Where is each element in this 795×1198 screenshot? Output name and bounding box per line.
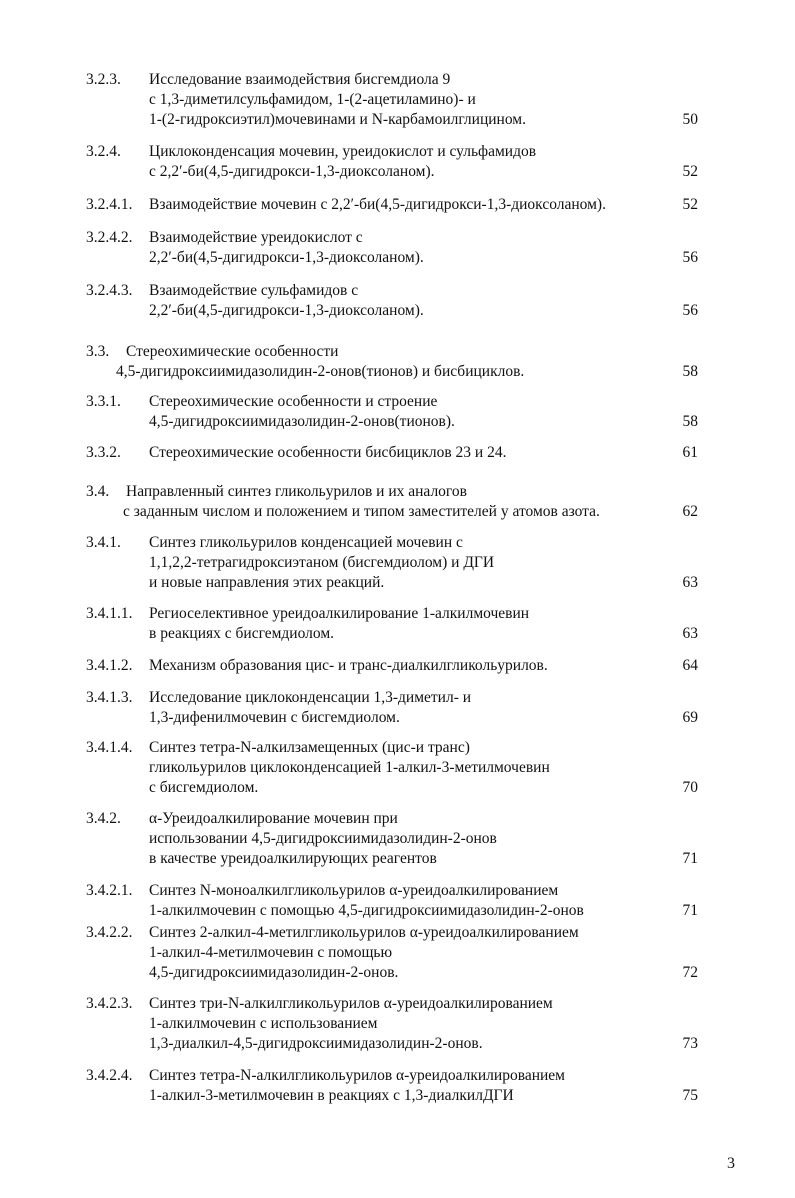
section-title bbox=[123, 482, 698, 522]
toc-entry bbox=[86, 281, 698, 321]
section-number: 3.4.2.4. bbox=[86, 1067, 133, 1084]
title-line: Взаимодействие сульфамидов с bbox=[149, 282, 359, 299]
title-line: 1-алкил-4-метилмочевин с помощью bbox=[149, 944, 393, 961]
title-line: Синтез гликольурилов конденсацией мочевин с bbox=[149, 534, 463, 551]
toc-entry bbox=[86, 142, 698, 182]
page-ref: 58 bbox=[682, 413, 698, 430]
title-line: с бисгемдиолом. bbox=[149, 779, 259, 796]
page-ref: 72 bbox=[682, 964, 698, 981]
title-line: с 1,3-диметилсульфамидом, 1-(2-ацетиламино)- и bbox=[149, 91, 476, 108]
section-title bbox=[149, 70, 698, 130]
toc-entry bbox=[86, 923, 698, 983]
title-line: Стереохимические особенности бисбициклов 23 и 24. bbox=[149, 444, 507, 461]
section-number: 3.3.1. bbox=[86, 393, 121, 410]
title-line: 4,5-дигидроксиимидазолидин-2-онов(тионов) и бисбициклов. bbox=[116, 363, 525, 380]
page-ref: 50 bbox=[682, 111, 698, 128]
section-number: 3.4.1.1. bbox=[86, 605, 133, 622]
section-title bbox=[149, 881, 698, 921]
title-line: и новые направления этих реакций. bbox=[149, 574, 385, 591]
title-line: 2,2′-би(4,5-дигидрокси-1,3-диоксоланом). bbox=[149, 302, 424, 319]
section-number: 3.4. bbox=[86, 483, 110, 500]
section-title bbox=[116, 342, 698, 382]
section-number: 3.4.2.1. bbox=[86, 882, 133, 899]
section-title bbox=[149, 604, 698, 644]
title-line: 1-алкил-3-метилмочевин в реакциях с 1,3-диалкилДГИ bbox=[149, 1087, 514, 1104]
section-title bbox=[149, 738, 698, 798]
title-line: использовании 4,5-дигидроксиимидазолидин-2-онов bbox=[149, 830, 497, 847]
page-ref: 71 bbox=[682, 902, 698, 919]
section-title bbox=[149, 142, 698, 182]
section-title bbox=[149, 281, 698, 321]
title-line: Синтез тетра-N-алкилгликольурилов α-уреидоалкилированием bbox=[149, 1067, 565, 1084]
section-number: 3.4.2. bbox=[86, 810, 121, 827]
title-line: 1-(2-гидроксиэтил)мочевинами и N-карбамоилглицином. bbox=[149, 111, 526, 128]
toc-entry bbox=[86, 809, 698, 869]
toc-entry bbox=[86, 881, 698, 921]
title-line: с заданным числом и положением и типом заместителей у атомов азота. bbox=[123, 503, 600, 520]
toc-entry bbox=[86, 70, 698, 130]
toc-entry bbox=[86, 738, 698, 798]
page-ref: 63 bbox=[682, 574, 698, 591]
section-title bbox=[149, 228, 698, 268]
page-ref: 58 bbox=[682, 363, 698, 380]
page-ref: 75 bbox=[682, 1087, 698, 1104]
section-number: 3.4.1.2. bbox=[86, 657, 133, 674]
title-line: Стереохимические особенности и строение bbox=[149, 393, 438, 410]
title-line: Исследование взаимодействия бисгемдиола 9 bbox=[149, 71, 451, 88]
page-ref: 52 bbox=[682, 196, 698, 213]
section-number: 3.3. bbox=[86, 343, 110, 360]
section-number: 3.2.4.2. bbox=[86, 229, 133, 246]
page-ref: 62 bbox=[682, 503, 698, 520]
section-title bbox=[149, 809, 698, 869]
title-line: Взаимодействие уреидокислот с bbox=[149, 229, 363, 246]
page-ref: 52 bbox=[682, 163, 698, 180]
toc-entry bbox=[86, 195, 698, 215]
toc-entry bbox=[86, 994, 698, 1054]
section-number: 3.4.1. bbox=[86, 534, 121, 551]
toc-entry bbox=[86, 482, 698, 522]
section-title bbox=[149, 195, 698, 215]
section-number: 3.2.4. bbox=[86, 143, 121, 160]
title-line: с 2,2′-би(4,5-дигидрокси-1,3-диоксоланом). bbox=[149, 163, 435, 180]
title-line: Синтез три-N-алкилгликольурилов α-уреидоалкилированием bbox=[149, 995, 553, 1012]
title-line: 1-алкилмочевин с использованием bbox=[149, 1015, 378, 1032]
section-number: 3.4.2.2. bbox=[86, 924, 133, 941]
page-ref: 73 bbox=[682, 1035, 698, 1052]
title-line: Синтез N-моноалкилгликольурилов α-уреидоалкилированием bbox=[149, 882, 559, 899]
section-title bbox=[149, 994, 698, 1054]
page-ref: 56 bbox=[682, 302, 698, 319]
page-ref: 64 bbox=[682, 657, 698, 674]
title-line: 1,1,2,2-тетрагидроксиэтаном (бисгемдиолом) и ДГИ bbox=[149, 554, 495, 571]
title-line: Региоселективное уреидоалкилирование 1-алкилмочевин bbox=[149, 605, 530, 622]
title-line: 1,3-диалкил-4,5-дигидроксиимидазолидин-2-онов. bbox=[149, 1035, 483, 1052]
page-ref: 69 bbox=[682, 709, 698, 726]
title-line: Исследование циклоконденсации 1,3-диметил- и bbox=[149, 689, 472, 706]
section-title bbox=[149, 443, 698, 463]
title-line: в реакциях с бисгемдиолом. bbox=[149, 625, 335, 642]
section-title bbox=[149, 923, 698, 983]
title-line: Синтез тетра-N-алкилзамещенных (цис-и транс) bbox=[149, 739, 470, 756]
page-ref: 70 bbox=[682, 779, 698, 796]
title-line: 1-алкилмочевин с помощью 4,5-дигидроксиимидазолидин-2-онов bbox=[149, 902, 584, 919]
toc-entry bbox=[86, 533, 698, 593]
section-number: 3.4.1.3. bbox=[86, 689, 133, 706]
title-line: Взаимодействие мочевин с 2,2′-би(4,5-дигидрокси-1,3-диоксоланом). bbox=[149, 196, 606, 213]
title-line: Стереохимические особенности bbox=[126, 343, 339, 360]
toc-entry bbox=[86, 604, 698, 644]
title-line: Направленный синтез гликольурилов и их аналогов bbox=[126, 483, 467, 500]
page-ref: 71 bbox=[682, 850, 698, 867]
section-number: 3.2.4.3. bbox=[86, 282, 133, 299]
toc-entry bbox=[86, 443, 698, 463]
title-line: Циклоконденсация мочевин, уреидокислот и сульфамидов bbox=[149, 143, 537, 160]
title-line: 4,5-дигидроксиимидазолидин-2-онов. bbox=[149, 964, 399, 981]
section-number: 3.2.3. bbox=[86, 71, 121, 88]
toc-entry bbox=[86, 392, 698, 432]
title-line: 2,2′-би(4,5-дигидрокси-1,3-диоксоланом). bbox=[149, 249, 424, 266]
section-number: 3.3.2. bbox=[86, 444, 121, 461]
section-title bbox=[149, 1066, 698, 1106]
page-ref: 61 bbox=[682, 444, 698, 461]
section-title bbox=[149, 688, 698, 728]
title-line: 4,5-дигидроксиимидазолидин-2-онов(тионов). bbox=[149, 413, 455, 430]
title-line: гликольурилов циклоконденсацией 1-алкил-3-метилмочевин bbox=[149, 759, 550, 776]
title-line: в качестве уреидоалкилирующих реагентов bbox=[149, 850, 437, 867]
title-line: Синтез 2-алкил-4-метилгликольурилов α-уреидоалкилированием bbox=[149, 924, 579, 941]
title-line: Механизм образования цис- и транс-диалкилгликольурилов. bbox=[149, 657, 548, 674]
section-title bbox=[149, 656, 698, 676]
section-title bbox=[149, 392, 698, 432]
toc-entry bbox=[86, 1066, 698, 1106]
toc-entry bbox=[86, 228, 698, 268]
section-title bbox=[149, 533, 698, 593]
toc-entry bbox=[86, 688, 698, 728]
page-number: 3 bbox=[727, 1155, 735, 1172]
title-line: α-Уреидоалкилирование мочевин при bbox=[149, 810, 398, 827]
page-ref: 56 bbox=[682, 249, 698, 266]
title-line: 1,3-дифенилмочевин с бисгемдиолом. bbox=[149, 709, 400, 726]
page-ref: 63 bbox=[682, 625, 698, 642]
toc-entry bbox=[86, 342, 698, 382]
section-number: 3.2.4.1. bbox=[86, 196, 133, 213]
toc-entry bbox=[86, 656, 698, 676]
section-number: 3.4.2.3. bbox=[86, 995, 133, 1012]
section-number: 3.4.1.4. bbox=[86, 739, 133, 756]
